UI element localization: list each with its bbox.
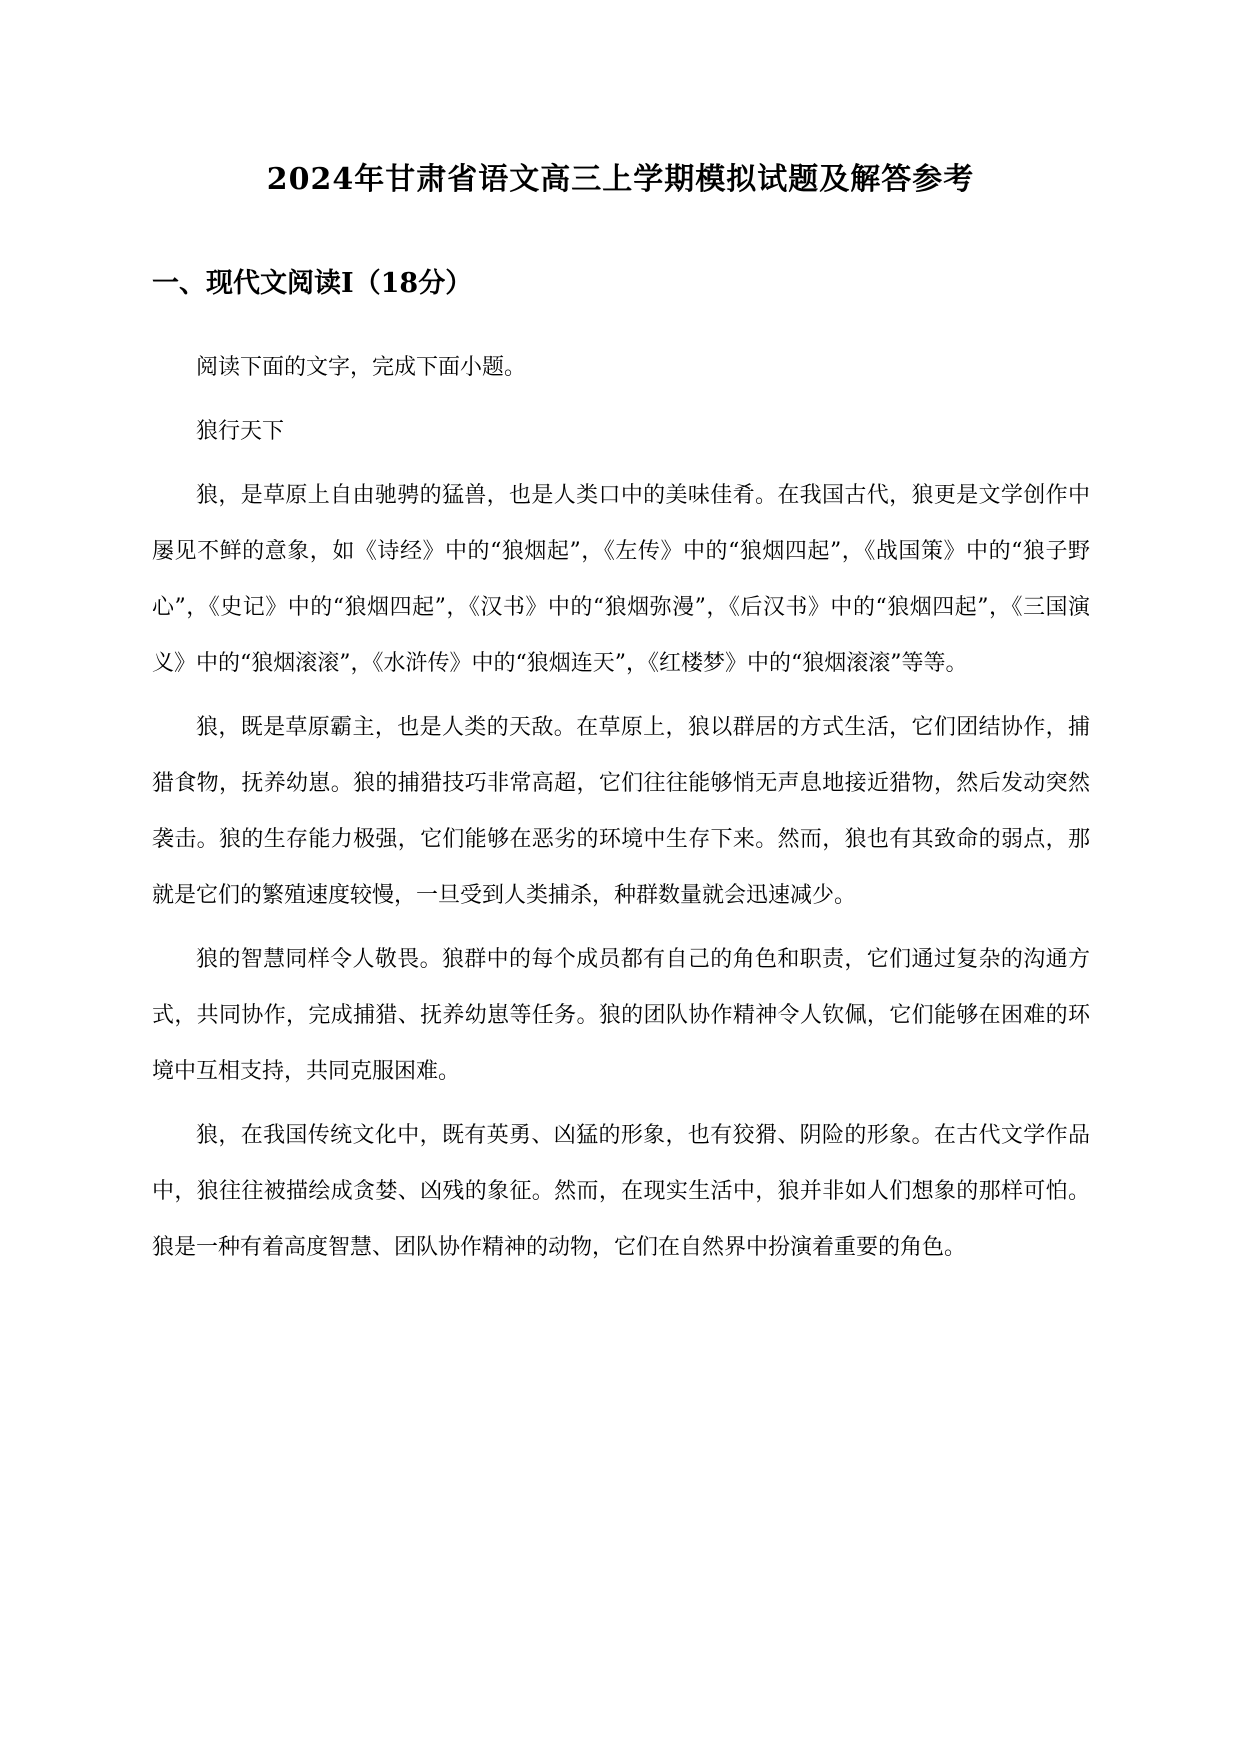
paragraph-3: 狼的智慧同样令人敬畏。狼群中的每个成员都有自己的角色和职责，它们通过复杂的沟通方式，共同协作，完成捕猎、抚养幼崽等任务。狼的团队协作精神令人钦佩，它们能够在困难的环境中互相支持，共同克服困难。 <box>152 947 1090 1084</box>
document-title: 2024年甘肃省语文高三上学期模拟试题及解答参考 <box>266 162 975 197</box>
paragraph-1: 狼，是草原上自由驰骋的猛兽，也是人类口中的美味佳肴。在我国古代，狼更是文学创作中屡见不鲜的意象，如《诗经》中的“狼烟起”，《左传》中的“狼烟四起”，《战国策》中的“狼子野心”，《史记》中的“狼烟四起”，《汉书》中的“狼烟弥漫”，《后汉书》中的“狼烟四起”，《三国演义》中的“狼烟滚滚”，《水浒传》中的“狼烟连天”，《红楼梦》中的“狼烟滚滚”等等。 <box>152 483 1090 676</box>
passage-title: 狼行天下 <box>196 419 285 444</box>
paragraph-2: 狼，既是草原霸主，也是人类的天敌。在草原上，狼以群居的方式生活，它们团结协作，捕猎食物，抚养幼崽。狼的捕猎技巧非常高超，它们往往能够悄无声息地接近猎物，然后发动突然袭击。狼的生存能力极强，它们能够在恶劣的环境中生存下来。然而，狼也有其致命的弱点，那就是它们的繁殖速度较慢，一旦受到人类捕杀，种群数量就会迅速减少。 <box>152 715 1090 908</box>
reading-passage <box>152 340 1090 1284</box>
section-heading: 一、现代文阅读Ⅰ（18分） <box>152 268 473 299</box>
instruction-text: 阅读下面的文字，完成下面小题。 <box>196 355 527 380</box>
paragraph-4: 狼，在我国传统文化中，既有英勇、凶猛的形象，也有狡猾、阴险的形象。在古代文学作品中，狼往往被描绘成贪婪、凶残的象征。然而，在现实生活中，狼并非如人们想象的那样可怕。狼是一种有着高度智慧、团队协作精神的动物，它们在自然界中扮演着重要的角色。 <box>152 1123 1090 1260</box>
